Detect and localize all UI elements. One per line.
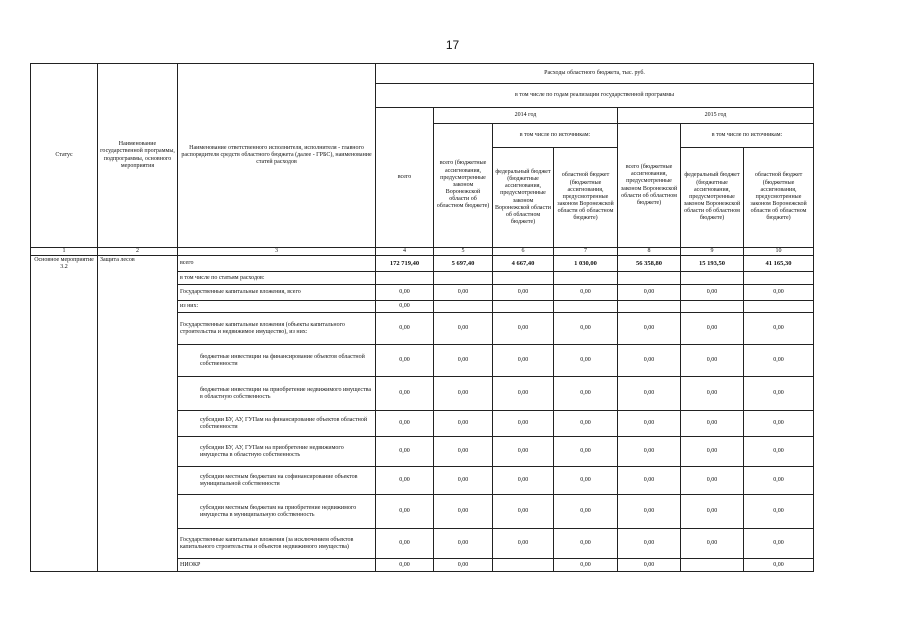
col-number: 9 bbox=[681, 248, 744, 256]
value-cell: 0,00 bbox=[554, 285, 618, 301]
value-cell: 0,00 bbox=[376, 377, 434, 411]
value-cell: 0,00 bbox=[618, 345, 681, 377]
row-label: субсидии БУ, АУ, ГУПам на финансирование объектов областной собственности bbox=[178, 411, 376, 437]
value-cell bbox=[493, 272, 554, 285]
header-total-budget-2014: всего (бюджетные ассигнования, предусмотренные законом Воронежской области об областном бюджете) bbox=[434, 124, 493, 248]
row-label: всего bbox=[178, 256, 376, 272]
header-total-budget-2015: всего (бюджетные ассигнования, предусмотренные законом Воронежской области об областном бюджете) bbox=[618, 124, 681, 248]
value-cell: 0,00 bbox=[434, 467, 493, 495]
header-total: всего bbox=[376, 108, 434, 248]
value-cell: 0,00 bbox=[376, 495, 434, 529]
value-cell: 0,00 bbox=[618, 559, 681, 572]
value-cell: 0,00 bbox=[554, 529, 618, 559]
col-number: 8 bbox=[618, 248, 681, 256]
value-cell: 0,00 bbox=[554, 345, 618, 377]
value-cell: 0,00 bbox=[376, 301, 434, 313]
budget-table bbox=[30, 63, 814, 572]
header-sources-2015: в том числе по источникам: bbox=[681, 124, 814, 148]
value-cell: 0,00 bbox=[434, 345, 493, 377]
row-label: субсидии местным бюджетам на софинансирование объектов муниципальной собственности bbox=[178, 467, 376, 495]
value-cell: 5 697,40 bbox=[434, 256, 493, 272]
value-cell: 0,00 bbox=[554, 495, 618, 529]
value-cell: 0,00 bbox=[434, 411, 493, 437]
value-cell: 0,00 bbox=[376, 529, 434, 559]
row-label: субсидии БУ, АУ, ГУПам на приобретение недвижимого имущества в областную собственность bbox=[178, 437, 376, 467]
value-cell: 0,00 bbox=[681, 411, 744, 437]
value-cell bbox=[744, 272, 814, 285]
col-number: 7 bbox=[554, 248, 618, 256]
value-cell: 0,00 bbox=[744, 559, 814, 572]
value-cell: 0,00 bbox=[618, 313, 681, 345]
row-label: субсидии местным бюджетам на приобретение недвижимого имущества в муниципальную собственность bbox=[178, 495, 376, 529]
row-label: бюджетные инвестиции на финансирование объектов областной собственности bbox=[178, 345, 376, 377]
col-number: 6 bbox=[493, 248, 554, 256]
value-cell bbox=[554, 301, 618, 313]
value-cell: 0,00 bbox=[681, 313, 744, 345]
value-cell bbox=[493, 559, 554, 572]
header-executor: Наименование ответственного исполнителя, исполнителя - главного распорядителя средств областного бюджета (далее - ГРБС), наименование статей расходов bbox=[178, 64, 376, 248]
value-cell: 0,00 bbox=[744, 529, 814, 559]
value-cell: 0,00 bbox=[376, 467, 434, 495]
row-label: в том числе по статьям расходов: bbox=[178, 272, 376, 285]
value-cell: 0,00 bbox=[618, 467, 681, 495]
value-cell: 0,00 bbox=[554, 467, 618, 495]
value-cell: 41 165,30 bbox=[744, 256, 814, 272]
value-cell: 0,00 bbox=[376, 285, 434, 301]
value-cell: 0,00 bbox=[554, 377, 618, 411]
column-numbers-row bbox=[31, 248, 814, 256]
row-label: Государственные капитальные вложения (объекты капитального строительства и недвижимое имущество), из них: bbox=[178, 313, 376, 345]
header-expenses: Расходы областного бюджета, тыс. руб. bbox=[376, 64, 814, 84]
value-cell: 0,00 bbox=[554, 437, 618, 467]
value-cell: 0,00 bbox=[493, 285, 554, 301]
value-cell: 0,00 bbox=[493, 377, 554, 411]
value-cell: 0,00 bbox=[681, 529, 744, 559]
value-cell: 0,00 bbox=[618, 285, 681, 301]
row-label: из них: bbox=[178, 301, 376, 313]
value-cell: 0,00 bbox=[493, 313, 554, 345]
row-label: Государственные капитальные вложения (за исключением объектов капитального строительства и объектов недвижимого имущества) bbox=[178, 529, 376, 559]
value-cell: 0,00 bbox=[376, 313, 434, 345]
value-cell: 0,00 bbox=[681, 377, 744, 411]
value-cell bbox=[681, 272, 744, 285]
value-cell: 0,00 bbox=[681, 437, 744, 467]
value-cell: 0,00 bbox=[376, 559, 434, 572]
value-cell: 0,00 bbox=[744, 345, 814, 377]
value-cell: 0,00 bbox=[618, 495, 681, 529]
col-number: 3 bbox=[178, 248, 376, 256]
header-year-2014: 2014 год bbox=[434, 108, 618, 124]
value-cell: 15 193,50 bbox=[681, 256, 744, 272]
value-cell: 0,00 bbox=[681, 285, 744, 301]
header-federal-2015: федеральный бюджет (бюджетные ассигнования, предусмотренные законом Воронежской области об областном бюджете) bbox=[681, 148, 744, 248]
value-cell: 0,00 bbox=[493, 345, 554, 377]
value-cell: 0,00 bbox=[493, 529, 554, 559]
value-cell: 0,00 bbox=[681, 495, 744, 529]
value-cell: 0,00 bbox=[554, 559, 618, 572]
value-cell: 0,00 bbox=[434, 437, 493, 467]
value-cell: 0,00 bbox=[434, 377, 493, 411]
value-cell: 0,00 bbox=[681, 345, 744, 377]
value-cell: 0,00 bbox=[744, 377, 814, 411]
page-number: 17 bbox=[445, 38, 460, 52]
value-cell: 0,00 bbox=[744, 285, 814, 301]
value-cell: 0,00 bbox=[434, 313, 493, 345]
value-cell: 56 358,80 bbox=[618, 256, 681, 272]
col-number: 2 bbox=[98, 248, 178, 256]
value-cell: 0,00 bbox=[493, 495, 554, 529]
value-cell: 0,00 bbox=[618, 377, 681, 411]
status-cell: Основное мероприятие 3.2 bbox=[31, 256, 98, 572]
row-label: Государственные капитальные вложения, всего bbox=[178, 285, 376, 301]
value-cell: 0,00 bbox=[618, 529, 681, 559]
value-cell: 4 667,40 bbox=[493, 256, 554, 272]
col-number: 4 bbox=[376, 248, 434, 256]
program-cell: Защита лесов bbox=[98, 256, 178, 572]
value-cell: 0,00 bbox=[618, 437, 681, 467]
value-cell: 0,00 bbox=[434, 529, 493, 559]
col-number: 1 bbox=[31, 248, 98, 256]
header-year-2015: 2015 год bbox=[618, 108, 814, 124]
value-cell: 0,00 bbox=[376, 411, 434, 437]
value-cell bbox=[681, 559, 744, 572]
value-cell bbox=[434, 301, 493, 313]
value-cell bbox=[681, 301, 744, 313]
header-program-name: Наименование государственной программы, подпрограммы, основного мероприятия bbox=[98, 64, 178, 248]
row-label: бюджетные инвестиции на приобретение недвижимого имущества в областную собственность bbox=[178, 377, 376, 411]
value-cell bbox=[618, 272, 681, 285]
value-cell: 0,00 bbox=[434, 559, 493, 572]
value-cell: 0,00 bbox=[434, 495, 493, 529]
value-cell bbox=[434, 272, 493, 285]
value-cell: 0,00 bbox=[493, 411, 554, 437]
value-cell bbox=[554, 272, 618, 285]
value-cell: 0,00 bbox=[744, 313, 814, 345]
row-label: НИОКР bbox=[178, 559, 376, 572]
value-cell: 0,00 bbox=[618, 411, 681, 437]
value-cell bbox=[744, 301, 814, 313]
value-cell: 0,00 bbox=[744, 437, 814, 467]
value-cell bbox=[618, 301, 681, 313]
value-cell bbox=[376, 272, 434, 285]
value-cell: 0,00 bbox=[376, 345, 434, 377]
value-cell: 0,00 bbox=[744, 467, 814, 495]
value-cell: 0,00 bbox=[493, 467, 554, 495]
value-cell: 0,00 bbox=[681, 467, 744, 495]
value-cell: 0,00 bbox=[493, 437, 554, 467]
value-cell: 0,00 bbox=[744, 411, 814, 437]
value-cell: 0,00 bbox=[376, 437, 434, 467]
header-status: Статус bbox=[31, 64, 98, 248]
value-cell: 0,00 bbox=[744, 495, 814, 529]
col-number: 10 bbox=[744, 248, 814, 256]
table-row bbox=[31, 256, 814, 272]
header-sources-2014: в том числе по источникам: bbox=[493, 124, 618, 148]
value-cell: 0,00 bbox=[554, 313, 618, 345]
value-cell: 0,00 bbox=[554, 411, 618, 437]
value-cell: 1 030,00 bbox=[554, 256, 618, 272]
value-cell: 0,00 bbox=[434, 285, 493, 301]
value-cell bbox=[493, 301, 554, 313]
header-federal-2014: федеральный бюджет (бюджетные ассигнования, предусмотренные законом Воронежской области об областном бюджете) bbox=[493, 148, 554, 248]
header-regional-2015: областной бюджет (бюджетные ассигнования, предусмотренные законом Воронежской области об областном бюджете) bbox=[744, 148, 814, 248]
col-number: 5 bbox=[434, 248, 493, 256]
header-regional-2014: областной бюджет (бюджетные ассигнования, предусмотренные законом Воронежской области об областном бюджете) bbox=[554, 148, 618, 248]
header-in-years: в том числе по годам реализации государственной программы bbox=[376, 84, 814, 108]
value-cell: 172 719,40 bbox=[376, 256, 434, 272]
